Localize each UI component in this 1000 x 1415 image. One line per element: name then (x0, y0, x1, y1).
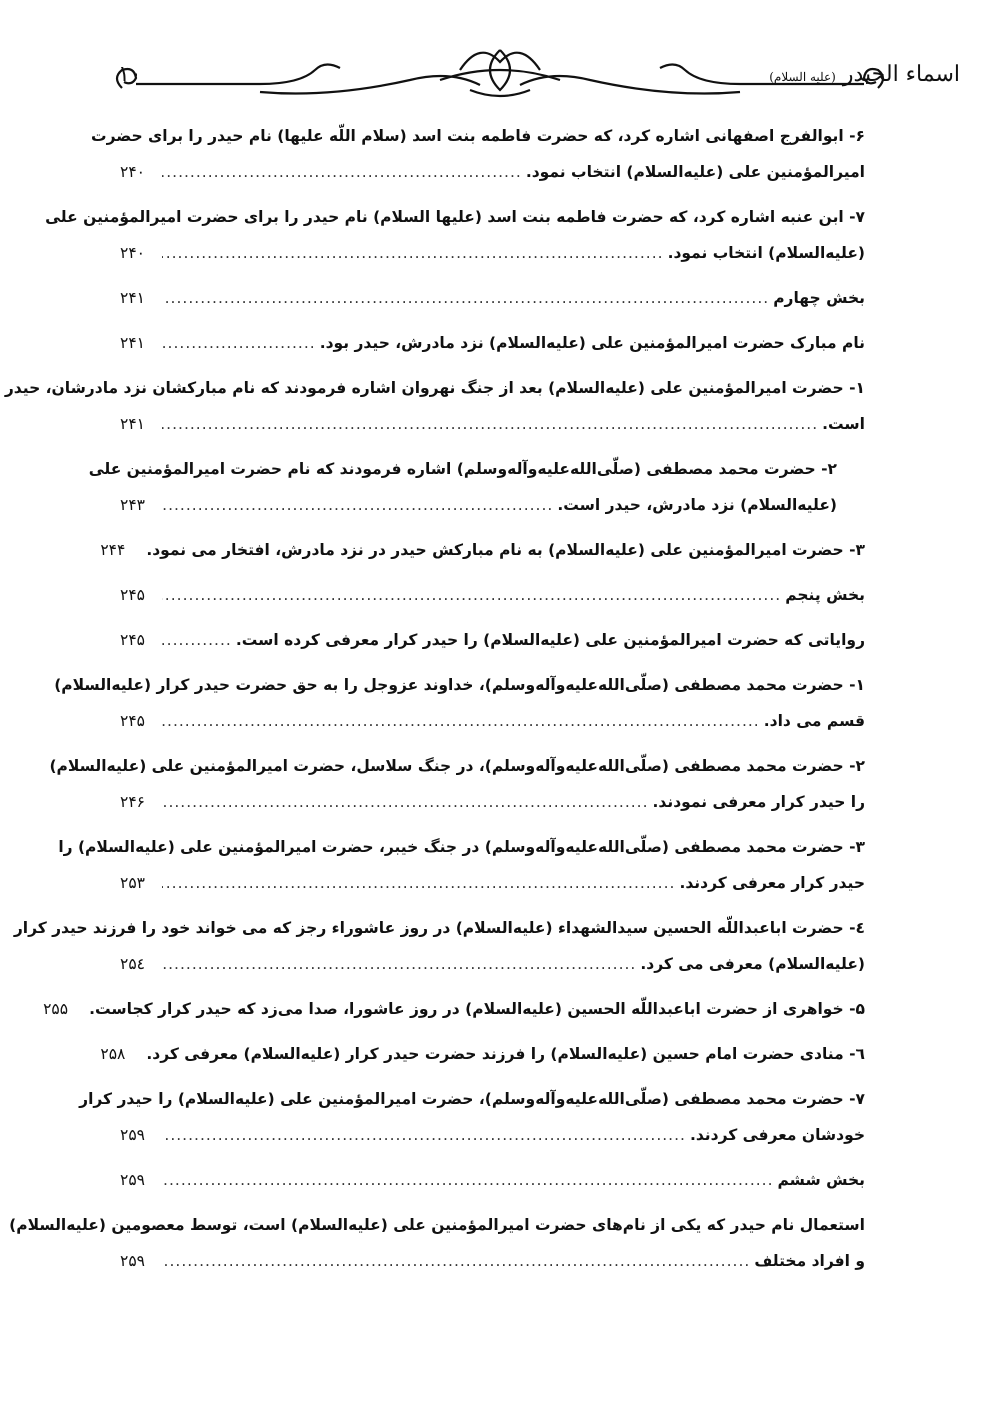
toc-page-number: ۲۵۵ (43, 1000, 69, 1018)
toc-page-number: ۲۴۱ (120, 289, 145, 307)
toc-entry-text: استعمال نام حیدر که یکی از نام‌های حضرت امیرالمؤمنین علی (علیه‌السلام) است، توسط معصومین (علیه‌السلام) (9, 1216, 865, 1234)
toc-leader-dots (162, 865, 675, 901)
toc-page-number: ۲۵۹ (120, 1171, 145, 1189)
toc-leader-dots (162, 946, 636, 982)
toc-entry-text: بخش ششم (777, 1171, 865, 1189)
running-title-honorific: (علیه السلام) (769, 70, 836, 84)
toc-page-number: ۲۴۵ (120, 631, 145, 649)
toc-entry[interactable] (120, 1162, 865, 1198)
toc-entry-text: ۱- حضرت محمد مصطفی (صلّی‌الله‌علیه‌وآله‌وسلم)، خداوند عزوجل را به حق حضرت حیدر کرار (علیه‌السلام) (54, 676, 865, 694)
toc-entry[interactable] (120, 577, 865, 613)
toc-entry-text: ۲- حضرت محمد مصطفی (صلّی‌الله‌علیه‌وآله‌وسلم)، در جنگ سلاسل، حضرت امیرالمؤمنین علی (علیه‌السلام) (49, 757, 865, 775)
toc-leader-dots (162, 703, 760, 739)
toc-entry-text: قسم می داد. (763, 712, 865, 730)
toc-page-number: ۲۴۵ (120, 712, 145, 730)
toc-leader-dots (162, 784, 649, 820)
toc-entry-text: بخش پنجم (785, 586, 865, 604)
toc-entry-text: ٦- منادی حضرت امام حسین (علیه‌السلام) را فرزند حضرت حیدر کرار (علیه‌السلام) معرفی کرد. (146, 1045, 865, 1063)
toc-entry[interactable] (45, 199, 865, 271)
toc-page-number: ۲۴۱ (120, 415, 145, 433)
toc-leader-dots (162, 154, 522, 190)
toc-page-number: ۲۴۰ (120, 163, 145, 181)
toc-entry-text: است. (822, 415, 865, 433)
toc-entry-text: ۳- حضرت امیرالمؤمنین علی (علیه‌السلام) به نام مبارکش حیدر در نزد مادرش، افتخار می نمود. (146, 541, 865, 559)
toc-page-number: ۲۴۶ (120, 793, 145, 811)
toc-leader-dots (162, 1162, 774, 1198)
toc-leader-dots (162, 1117, 686, 1153)
toc-entry-text: روایاتی که حضرت امیرالمؤمنین علی (علیه‌السلام) را حیدر کرار معرفی کرده است. (235, 631, 865, 649)
toc-entry-text: حیدر کرار معرفی کردند. (679, 874, 865, 892)
toc-entry-text: و افراد مختلف (754, 1252, 865, 1270)
toc-page-number: ۲۴۱ (120, 334, 145, 352)
toc-entry-text: ٤- حضرت اباعبداللّه الحسین سیدالشهداء (علیه‌السلام) در روز عاشوراء رجز که می خواند خود را فرزند حیدر کرار (13, 919, 865, 937)
toc-entry[interactable] (54, 667, 865, 739)
toc-entry[interactable] (79, 1081, 865, 1153)
toc-page-number: ۲۵۹ (120, 1252, 145, 1270)
page-header (0, 0, 1000, 120)
toc-entry[interactable] (120, 622, 865, 658)
toc-entry-text: (علیه‌السلام) نزد مادرش، حیدر است. (557, 496, 837, 514)
toc-leader-dots (162, 577, 781, 613)
toc-page-number: ۲۴۰ (120, 244, 145, 262)
toc-page-number: ۲۴۳ (120, 496, 145, 514)
toc-entry-text: ۱- حضرت امیرالمؤمنین علی (علیه‌السلام) بعد از جنگ نهروان اشاره فرمودند که نام مبارکشان نزد مادرشان، حیدر (4, 379, 865, 397)
toc-leader-dots (162, 487, 553, 523)
toc-entry-text: را حیدر کرار معرفی نمودند. (652, 793, 865, 811)
toc-entry[interactable] (88, 451, 865, 523)
toc-entry-text: ۷- ابن عنبه اشاره کرد، که حضرت فاطمه بنت اسد (علیها السلام) نام حیدر را برای حضرت امیرالمؤمنین علی (45, 208, 865, 226)
toc-entry-text: امیرالمؤمنین علی (علیه‌السلام) انتخاب نمود. (525, 163, 865, 181)
toc-leader-dots (162, 325, 316, 361)
toc-page-number: ۲۴۴ (100, 541, 126, 559)
toc-entry-text: ۳- حضرت محمد مصطفی (صلّی‌الله‌علیه‌وآله‌وسلم) در جنگ خیبر، حضرت امیرالمؤمنین علی (علیه‌السلام) را (58, 838, 865, 856)
toc-page-number: ۲۵۳ (120, 874, 145, 892)
toc-entry-text: بخش چهارم (773, 289, 865, 307)
toc-page-number: ۲۵۸ (100, 1045, 126, 1063)
toc-entry[interactable] (49, 748, 865, 820)
toc-entry[interactable] (43, 991, 865, 1027)
toc-entry[interactable] (100, 1036, 865, 1072)
toc-entry[interactable] (4, 370, 865, 442)
toc-page-number: ۲۵۹ (120, 1126, 145, 1144)
toc-entry-text: ۲- حضرت محمد مصطفی (صلّی‌الله‌علیه‌وآله‌وسلم) اشاره فرمودند که نام حضرت امیرالمؤمنین علی (88, 460, 837, 478)
toc-entry-text: ۷- حضرت محمد مصطفی (صلّی‌الله‌علیه‌وآله‌وسلم)، حضرت امیرالمؤمنین علی (علیه‌السلام) را حیدر کرار (79, 1090, 865, 1108)
toc-leader-dots (162, 280, 769, 316)
toc-page-number: ۲۵٤ (120, 955, 145, 973)
toc-entry[interactable] (100, 532, 865, 568)
toc-leader-dots (162, 1243, 750, 1279)
toc-leader-dots (162, 406, 818, 442)
table-of-contents (4, 118, 865, 1288)
toc-entry[interactable] (91, 118, 865, 190)
toc-entry-text: ۵- خواهری از حضرت اباعبداللّه الحسین (علیه‌السلام) در روز عاشورا، صدا می‌زد که حیدر کرار کجاست. (89, 1000, 865, 1018)
toc-entry-text: (علیه‌السلام) انتخاب نمود. (667, 244, 865, 262)
page-number: ۱۰ (118, 62, 142, 87)
toc-entry[interactable] (120, 325, 865, 361)
toc-entry[interactable] (120, 280, 865, 316)
running-title-text: اسماء الحیدر (842, 62, 960, 87)
toc-entry-text: ۶- ابوالفرج اصفهانی اشاره کرد، که حضرت فاطمه بنت اسد (سلام اللّه علیها) نام حیدر را برای حضرت (91, 127, 865, 145)
toc-entry[interactable] (58, 829, 865, 901)
toc-entry-text: (علیه‌السلام) معرفی می کرد. (640, 955, 865, 973)
toc-entry-text: خودشان معرفی کردند. (689, 1126, 865, 1144)
toc-entry-text: نام مبارک حضرت امیرالمؤمنین علی (علیه‌السلام) نزد مادرش، حیدر بود. (319, 334, 865, 352)
toc-leader-dots (162, 622, 232, 658)
toc-entry[interactable] (13, 910, 865, 982)
running-title (769, 62, 960, 87)
toc-page-number: ۲۴۵ (120, 586, 145, 604)
toc-leader-dots (162, 235, 664, 271)
toc-entry[interactable] (9, 1207, 865, 1279)
